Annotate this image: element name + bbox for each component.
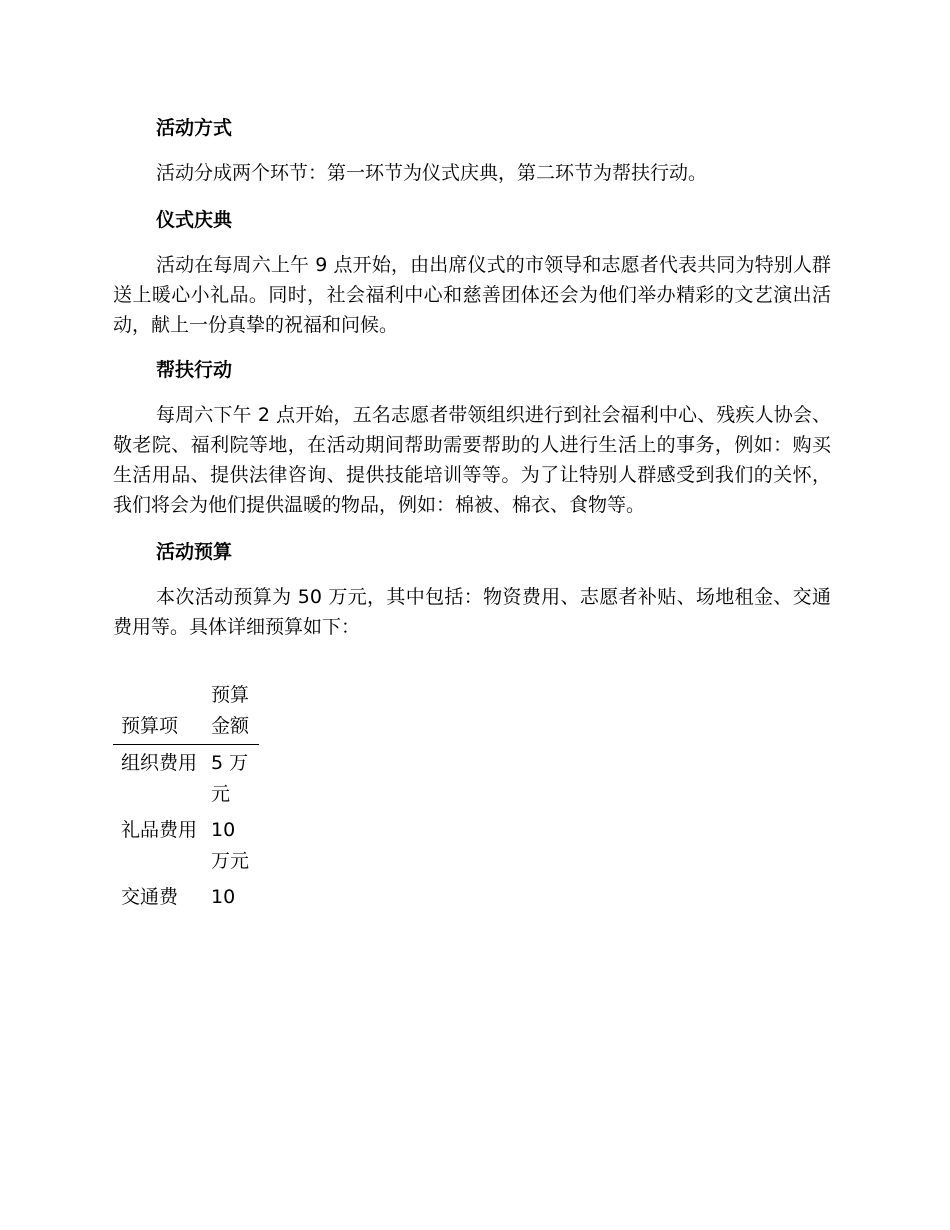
budget-amount-cell: 5 万元 xyxy=(211,752,249,805)
section-text-method: 活动分成两个环节：第一环节为仪式庆典，第二环节为帮扶行动。 xyxy=(156,162,708,184)
budget-amount-cell: 10 xyxy=(211,886,236,908)
budget-item-cell: 礼品费用 xyxy=(121,819,198,841)
section-text-assistance: 每周六下午 2 点开始，五名志愿者带领组织进行到社会福利中心、残疾人协会、敬老院、福利院等地，在活动期间帮助需要帮助的人进行生活上的事务，例如：购买生活用品、提供法律咨询、提供技能培训等等。为了让特别人群感受到我们的关怀，我们将会为他们提供温暖的物品，例如：棉被、棉衣、食物等。 xyxy=(113,404,831,516)
section-heading-assistance: 帮扶行动 xyxy=(156,359,233,381)
budget-header-item: 预算项 xyxy=(113,680,203,745)
budget-item-cell: 组织费用 xyxy=(121,752,198,774)
section-heading-ceremony: 仪式庆典 xyxy=(156,209,233,231)
section-text-budget: 本次活动预算为 50 万元，其中包括：物资费用、志愿者补贴、场地租金、交通费用等。具体详细预算如下： xyxy=(113,586,831,638)
section-text-ceremony: 活动在每周六上午 9 点开始，由出席仪式的市领导和志愿者代表共同为特别人群送上暖心小礼品。同时，社会福利中心和慈善团体还会为他们举办精彩的文艺演出活动，献上一份真挚的祝福和问候。 xyxy=(113,254,831,336)
section-heading-method: 活动方式 xyxy=(156,117,233,139)
table-row xyxy=(113,879,259,915)
section-heading-budget: 活动预算 xyxy=(156,541,233,563)
budget-item-cell: 交通费 xyxy=(121,886,179,908)
document-page xyxy=(113,108,831,915)
budget-amount-cell: 10 万元 xyxy=(211,819,250,872)
budget-table-header-row xyxy=(113,680,259,745)
table-row xyxy=(113,745,259,813)
budget-header-amount: 预算金额 xyxy=(203,680,259,745)
table-row xyxy=(113,812,259,879)
budget-table xyxy=(113,680,259,915)
